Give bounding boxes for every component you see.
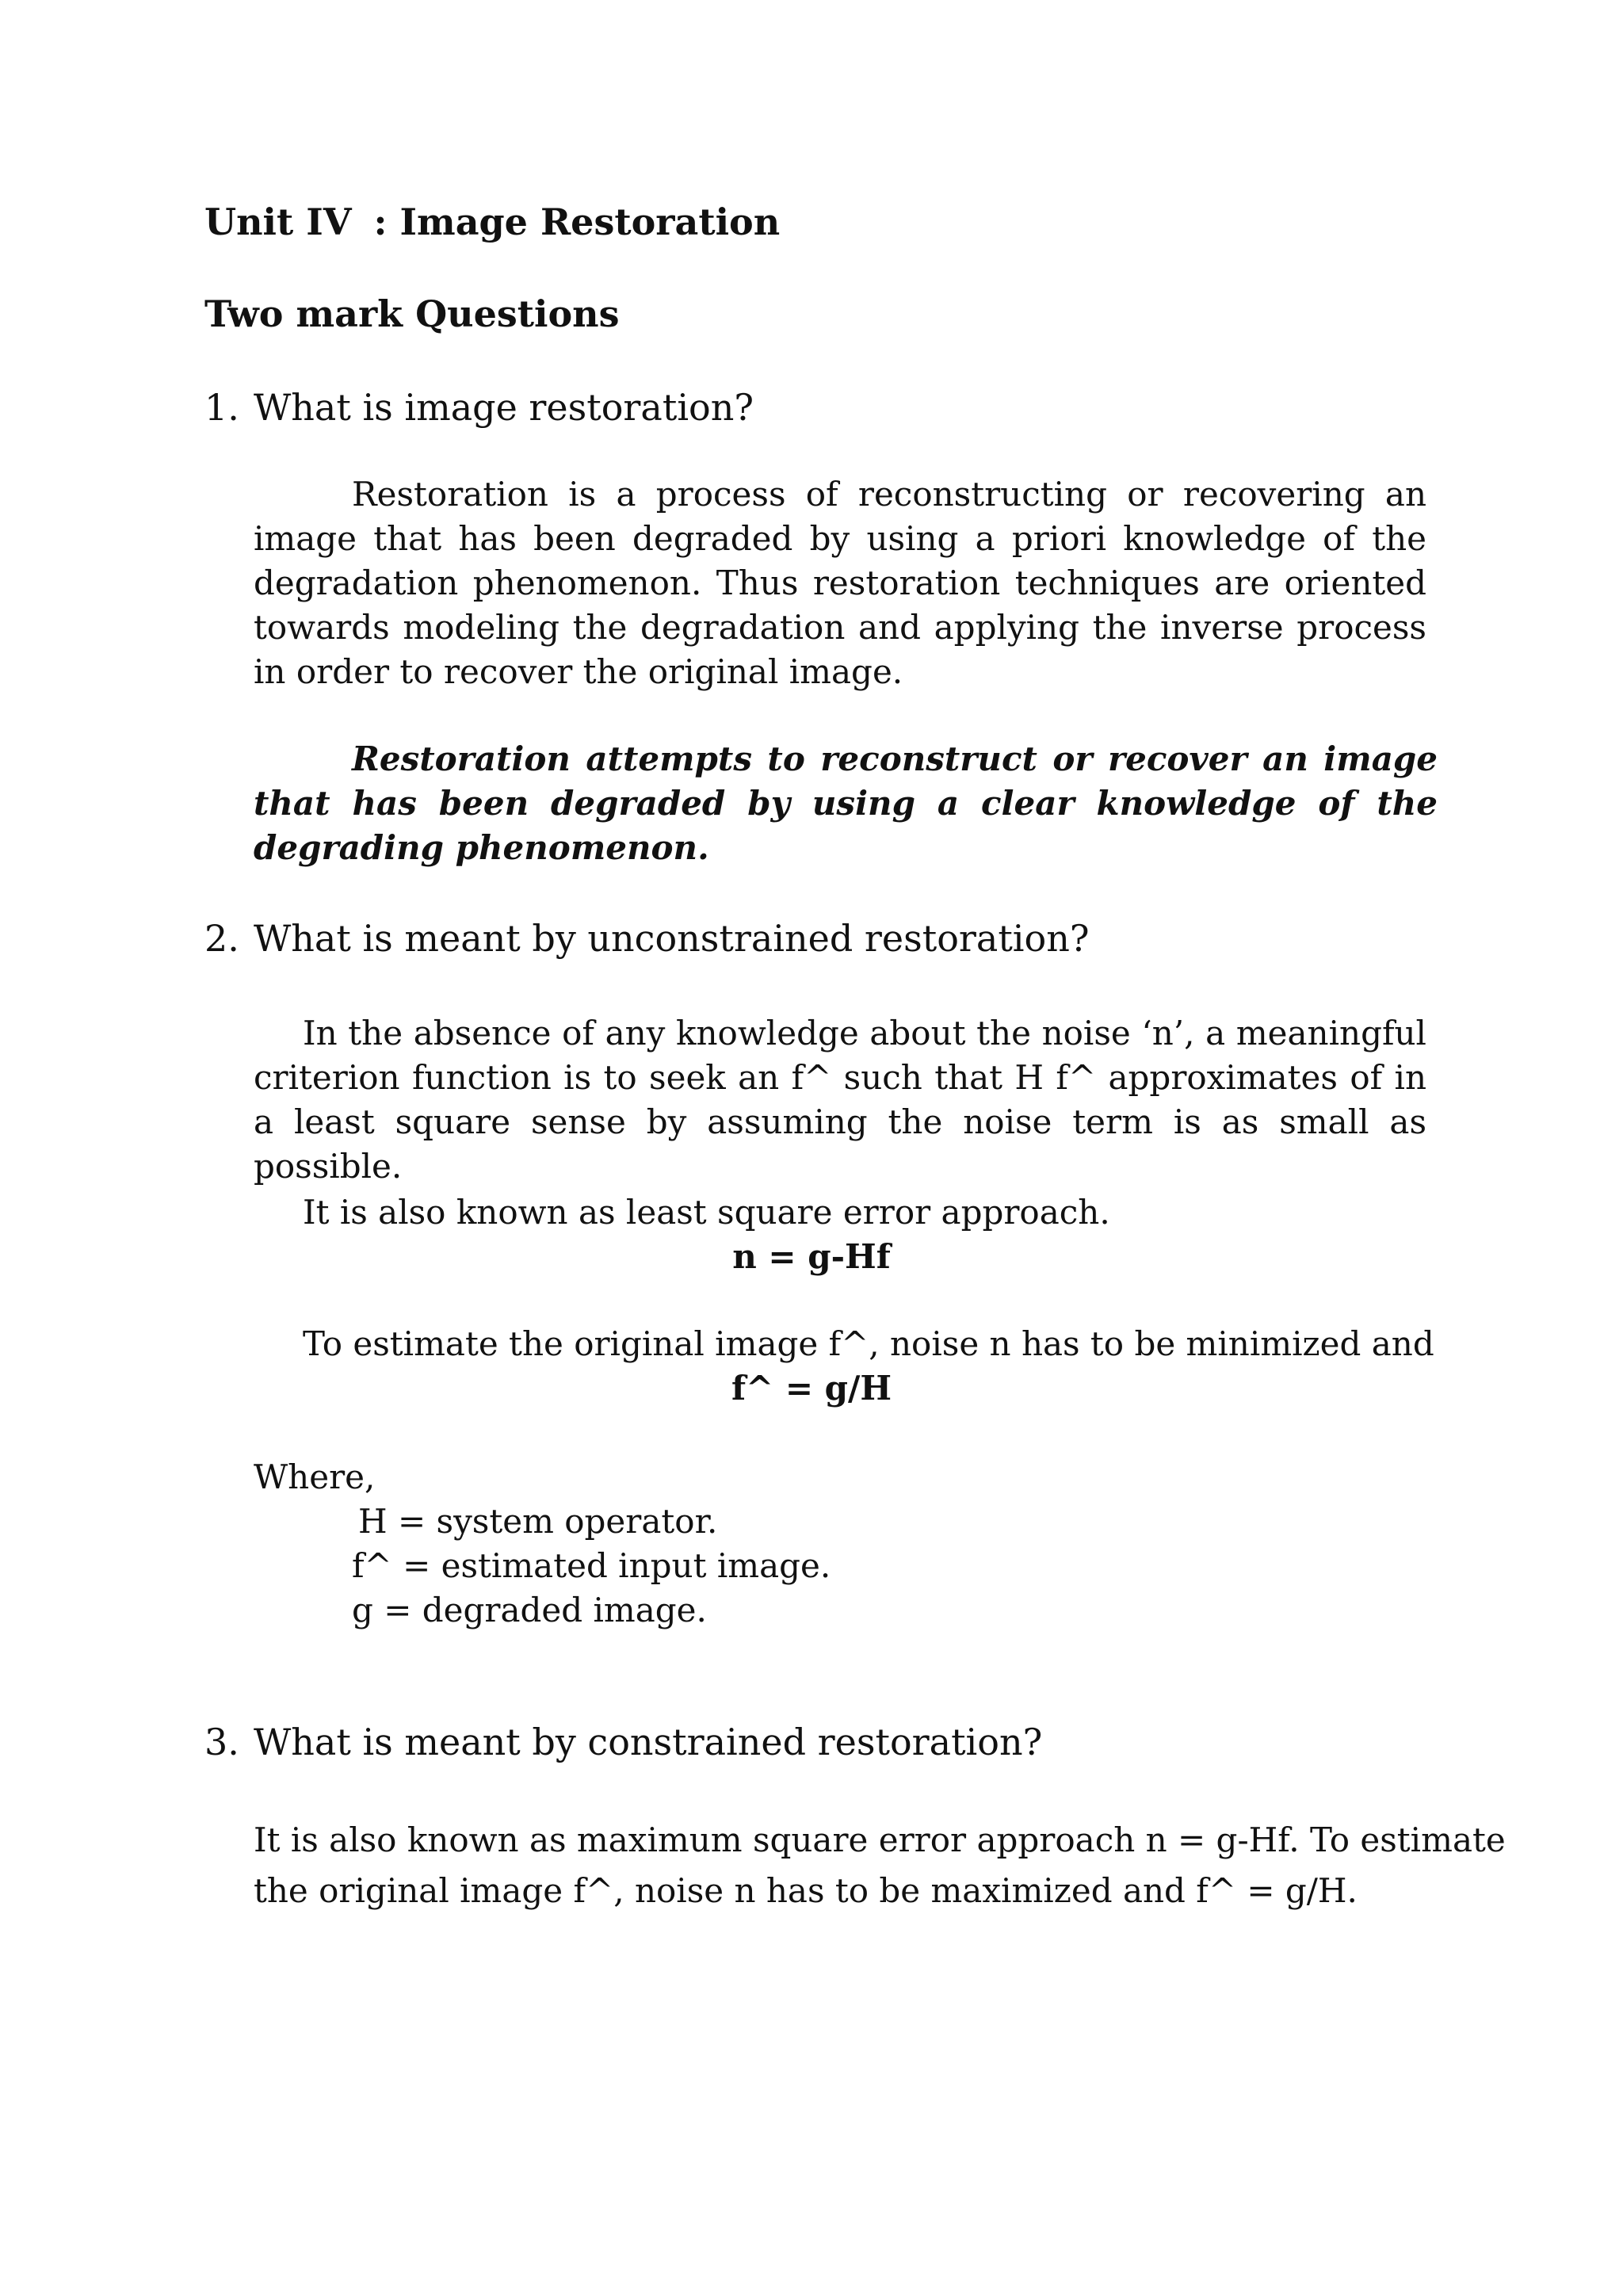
question-2-number: 2. (204, 917, 239, 960)
question-2-text: What is meant by unconstrained restoration? (254, 917, 1090, 960)
question-1-emphasis: Restoration attempts to reconstruct or recover an image that has been degraded by using a clear knowledge of the degrading phenomenon. (254, 739, 1438, 867)
question-3 (204, 1720, 1042, 1764)
section-title: Two mark Questions (204, 292, 620, 335)
unit-label: Unit IV (204, 201, 352, 243)
definition-h: H = system operator. (358, 1502, 718, 1541)
question-3-answer-line-1: It is also known as maximum square error approach n = g-Hf. To estimate (254, 1820, 1506, 1859)
definition-g: g = degraded image. (352, 1591, 707, 1629)
question-3-text: What is meant by constrained restoration? (254, 1721, 1043, 1763)
question-1 (204, 385, 754, 430)
question-2 (204, 916, 1090, 961)
where-label: Where, (254, 1457, 376, 1496)
question-3-number: 3. (204, 1721, 239, 1763)
question-1-text: What is image restoration? (254, 386, 754, 429)
estimate-note: To estimate the original image f^, noise n has to be minimized and (303, 1324, 1434, 1363)
formula-noise: n = g-Hf (732, 1237, 891, 1276)
least-square-note: It is also known as least square error approach. (303, 1193, 1110, 1232)
question-1-number: 1. (204, 386, 239, 429)
unit-subtitle: : Image Restoration (373, 201, 781, 243)
definition-f-hat: f^ = estimated input image. (352, 1546, 831, 1585)
question-2-answer: In the absence of any knowledge about the noise ‘n’, a meaningful criterion function is to seek an f^ such that H f^ approximates of in a least square sense by assuming the noise term is as small as possible. (254, 1014, 1426, 1186)
question-1-answer: Restoration is a process of reconstructing or recovering an image that has been degraded by using a priori knowledge of the degradation phenomenon. Thus restoration techniques are oriented towards modeling the degradation and applying the inverse process in order to recover the original image. (254, 475, 1426, 691)
unit-title (204, 200, 780, 244)
formula-estimate: f^ = g/H (731, 1369, 892, 1408)
question-3-answer-line-2: the original image f^, noise n has to be maximized and f^ = g/H. (254, 1871, 1358, 1910)
